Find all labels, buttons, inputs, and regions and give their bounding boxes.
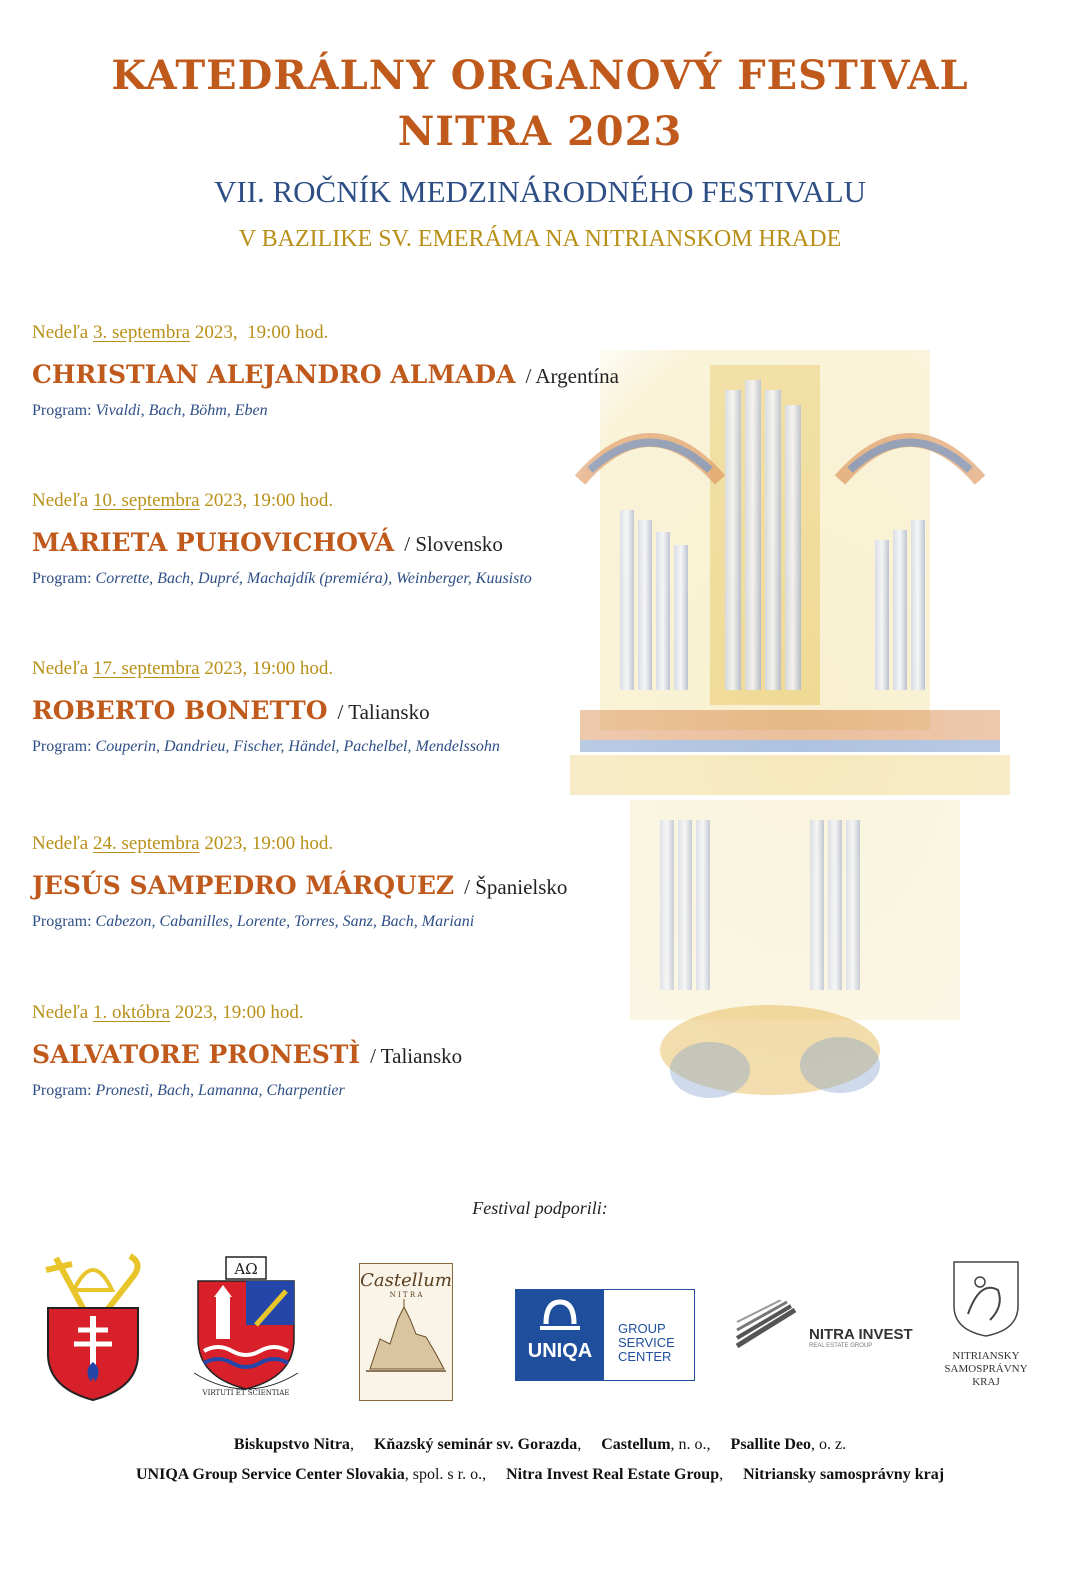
- performer-name: MARIETA PUHOVICHOVÁ: [32, 528, 395, 557]
- concert-date: Nedeľa 3. septembra 2023, 19:00 hod.: [32, 322, 329, 343]
- nitra-invest-stripes-icon: [735, 1300, 807, 1352]
- concert-3: [32, 658, 732, 756]
- performer-country: / Argentína: [525, 364, 619, 388]
- concert-date: Nedeľa 10. septembra 2023, 19:00 hod.: [32, 490, 334, 511]
- nitriansky-kraj-text: NITRIANSKY SAMOSPRÁVNY KRAJ: [944, 1350, 1028, 1388]
- concert-5: [32, 1002, 732, 1100]
- concert-2: [32, 490, 732, 588]
- castellum-logo-text: Castellum: [360, 1270, 452, 1291]
- performer-country: / Taliansko: [370, 1044, 463, 1068]
- concert-program: Program: Cabezon, Cabanilles, Lorente, Torres, Sanz, Bach, Mariani: [32, 913, 475, 930]
- uniqa-gsc-text: GROUP SERVICE CENTER: [618, 1321, 675, 1364]
- uniqa-logo-block: [516, 1290, 604, 1380]
- nitra-invest-text: NITRA INVEST: [809, 1326, 913, 1343]
- seminary-coat-of-arms-logo: [190, 1255, 302, 1400]
- uniqa-logo: [515, 1289, 695, 1381]
- castellum-logo-subtext: N I T R A: [389, 1291, 423, 1299]
- performer-country: / Španielsko: [464, 875, 568, 899]
- festival-title-line2: NITRA 2023: [397, 108, 683, 155]
- castle-drawing-icon: [360, 1299, 452, 1379]
- concert-1: [32, 322, 732, 420]
- regional-coat-of-arms-icon: [940, 1260, 1032, 1338]
- sponsors-line-1: Biskupstvo Nitra, Kňazský seminár sv. Gorazda, Castellum, n. o., Psallite Deo, o. z.: [233, 1436, 847, 1453]
- nitra-invest-subtext: REAL ESTATE GROUP: [809, 1343, 873, 1349]
- concert-date: Nedeľa 1. októbra 2023, 19:00 hod.: [32, 1002, 304, 1023]
- virtuti-motto-text: VIRTUTI ET SCIENTIAE: [202, 1389, 290, 1397]
- concert-date: Nedeľa 17. septembra 2023, 19:00 hod.: [32, 658, 334, 679]
- festival-subtitle-line1: VII. ROČNÍK MEDZINÁRODNÉHO FESTIVALU: [213, 174, 867, 209]
- uniqa-symbol-icon: [516, 1290, 604, 1334]
- concert-program: Program: Couperin, Dandrieu, Fischer, Händel, Pachelbel, Mendelssohn: [32, 738, 500, 755]
- concert-program: Program: Corrette, Bach, Dupré, Machajdík (premiéra), Weinberger, Kuusisto: [32, 570, 532, 587]
- performer-name: JESÚS SAMPEDRO MÁRQUEZ: [32, 871, 455, 900]
- bishopric-coat-of-arms-logo: [34, 1250, 152, 1402]
- festival-subtitle-line2: V BAZILIKE SV. EMERÁMA NA NITRIANSKOM HRADE: [238, 226, 842, 252]
- castellum-logo: [359, 1263, 453, 1401]
- sponsors-line-2: UNIQA Group Service Center Slovakia, spol. s r. o., Nitra Invest Real Estate Group, Nitriansky samosprávny kraj: [135, 1466, 945, 1483]
- festival-title-line1: KATEDRÁLNY ORGANOVÝ FESTIVAL: [111, 52, 969, 99]
- alpha-omega-text: AΩ: [234, 1260, 258, 1278]
- performer-name: CHRISTIAN ALEJANDRO ALMADA: [32, 360, 516, 389]
- concert-program: Program: Pronestì, Bach, Lamanna, Charpentier: [32, 1082, 345, 1099]
- performer-country: / Slovensko: [404, 532, 503, 556]
- performer-name: SALVATORE PRONESTÌ: [32, 1040, 361, 1069]
- performer-country: / Taliansko: [337, 700, 430, 724]
- nitra-invest-logo: [735, 1300, 925, 1356]
- nitriansky-kraj-logo: [940, 1260, 1032, 1390]
- performer-name: ROBERTO BONETTO: [32, 696, 328, 725]
- supported-by-label: Festival podporili:: [472, 1198, 608, 1218]
- concert-program: Program: Vivaldi, Bach, Böhm, Eben: [32, 402, 268, 419]
- concert-4: [32, 833, 732, 931]
- uniqa-name-text: UNIQA: [527, 1340, 593, 1362]
- concert-date: Nedeľa 24. septembra 2023, 19:00 hod.: [32, 833, 334, 854]
